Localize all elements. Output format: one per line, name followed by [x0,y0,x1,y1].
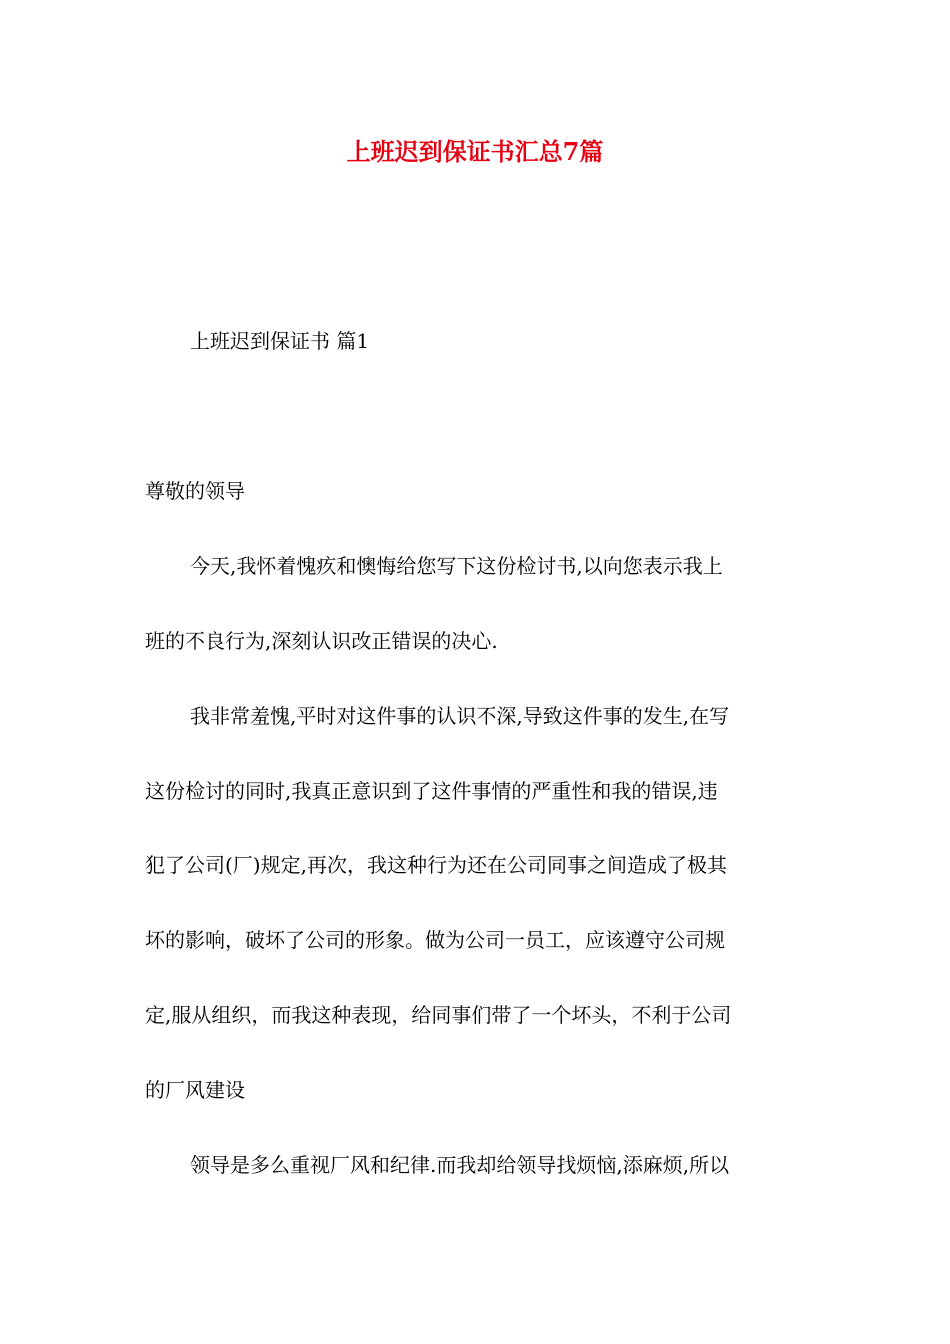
document-title: 上班迟到保证书汇总7篇 [346,137,604,166]
paragraph-line: 领导是多么重视厂风和纪律.而我却给领导找烦恼,添麻烦,所以 [190,1153,730,1177]
paragraph-line: 班的不良行为,深刻认识改正错误的决心. [145,629,498,653]
paragraph-line: 定,服从组织，而我这种表现，给同事们带了一个坏头，不利于公司 [145,1003,732,1027]
paragraph-line: 的厂风建设 [145,1078,245,1102]
section-heading: 上班迟到保证书 篇1 [190,329,370,353]
salutation: 尊敬的领导 [145,479,245,503]
paragraph-line: 这份检讨的同时,我真正意识到了这件事情的严重性和我的错误,违 [145,779,718,803]
paragraph-line: 我非常羞愧,平时对这件事的认识不深,导致这件事的发生,在写 [190,704,730,728]
paragraph-line: 犯了公司(厂)规定,再次，我这种行为还在公司同事之间造成了极其 [145,853,727,877]
paragraph-line: 今天,我怀着愧疚和懊悔给您写下这份检讨书,以向您表示我上 [190,554,723,578]
paragraph-line: 坏的影响，破坏了公司的形象。做为公司一员工，应该遵守公司规 [145,928,725,952]
